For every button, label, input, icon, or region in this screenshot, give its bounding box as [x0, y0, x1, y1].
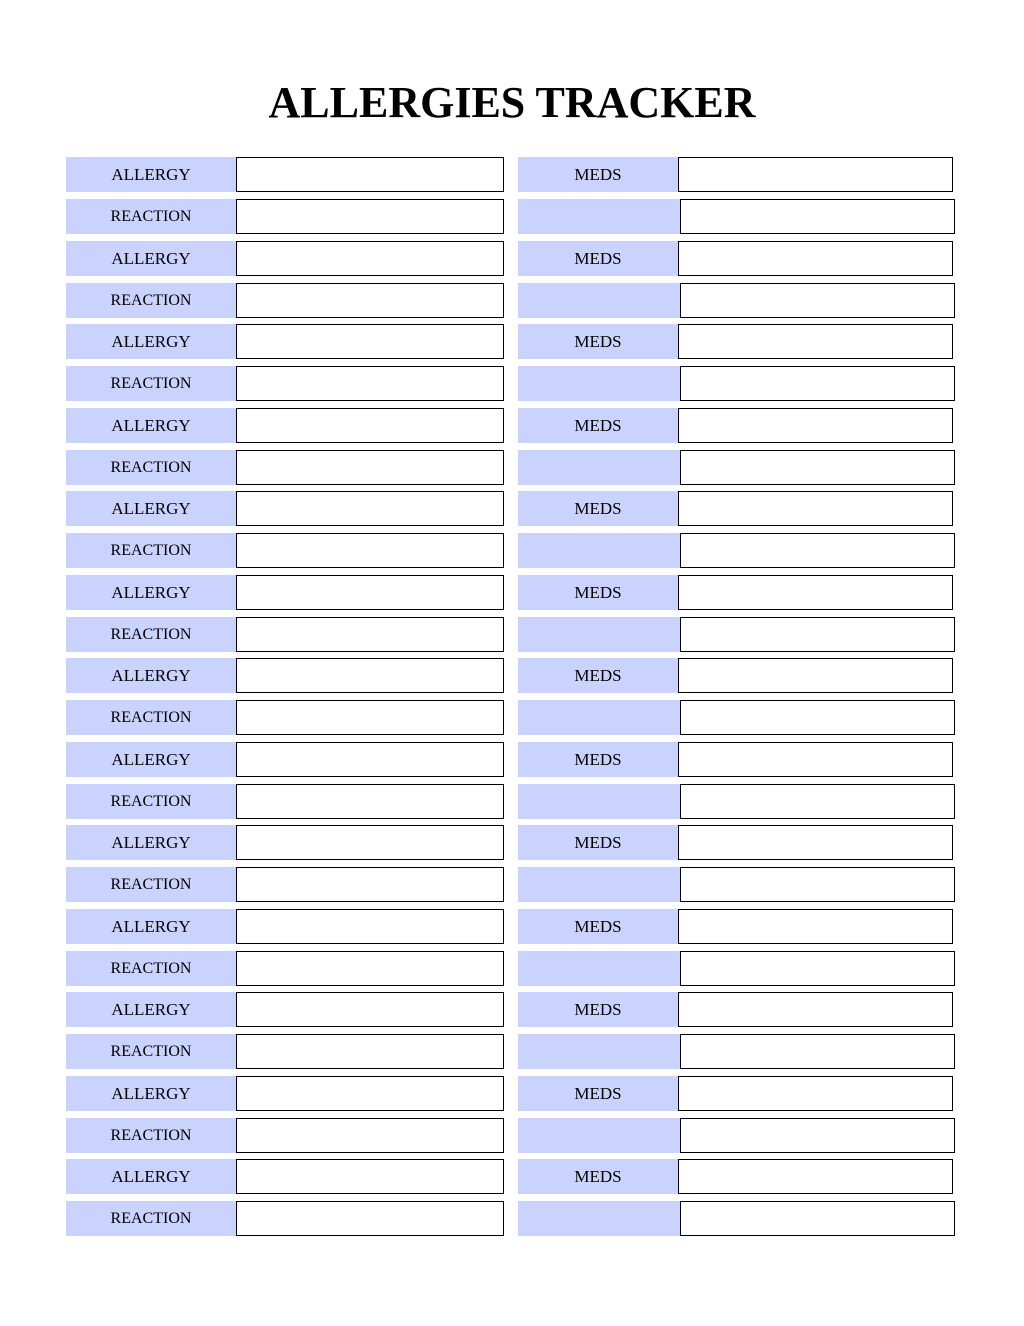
reaction-field[interactable] [236, 867, 504, 902]
allergy-label: ALLERGY [66, 992, 236, 1027]
allergy-field[interactable] [236, 408, 504, 443]
meds-label: MEDS [518, 157, 678, 192]
reaction-field[interactable] [236, 283, 504, 318]
allergy-label: ALLERGY [66, 1159, 236, 1194]
reaction-label: REACTION [66, 700, 236, 735]
meds-label: MEDS [518, 825, 678, 860]
allergy-field[interactable] [236, 575, 504, 610]
allergy-label: ALLERGY [66, 825, 236, 860]
reaction-label: REACTION [66, 283, 236, 318]
allergy-label: ALLERGY [66, 1076, 236, 1111]
reaction-label: REACTION [66, 1034, 236, 1069]
reaction-label: REACTION [66, 199, 236, 234]
meds-label: MEDS [518, 742, 678, 777]
meds-field[interactable] [678, 909, 953, 944]
meds-note-field[interactable] [680, 450, 955, 485]
page-title: ALLERGIES TRACKER [268, 78, 756, 127]
reaction-label: REACTION [66, 366, 236, 401]
reaction-label: REACTION [66, 1118, 236, 1153]
meds-label: MEDS [518, 909, 678, 944]
meds-note-label [518, 366, 680, 401]
reaction-field[interactable] [236, 199, 504, 234]
meds-note-label [518, 1118, 680, 1153]
meds-label: MEDS [518, 241, 678, 276]
meds-label: MEDS [518, 658, 678, 693]
meds-note-field[interactable] [680, 1201, 955, 1236]
meds-note-label [518, 533, 680, 568]
meds-label: MEDS [518, 992, 678, 1027]
meds-note-field[interactable] [680, 1118, 955, 1153]
allergy-label: ALLERGY [66, 575, 236, 610]
reaction-field[interactable] [236, 617, 504, 652]
meds-note-field[interactable] [680, 867, 955, 902]
reaction-label: REACTION [66, 450, 236, 485]
meds-note-field[interactable] [680, 1034, 955, 1069]
allergy-field[interactable] [236, 825, 504, 860]
meds-note-label [518, 951, 680, 986]
allergy-field[interactable] [236, 324, 504, 359]
meds-note-field[interactable] [680, 283, 955, 318]
meds-note-field[interactable] [680, 951, 955, 986]
meds-note-field[interactable] [680, 366, 955, 401]
meds-field[interactable] [678, 408, 953, 443]
reaction-label: REACTION [66, 784, 236, 819]
reaction-field[interactable] [236, 1118, 504, 1153]
meds-field[interactable] [678, 241, 953, 276]
reaction-label: REACTION [66, 617, 236, 652]
meds-label: MEDS [518, 491, 678, 526]
allergy-field[interactable] [236, 992, 504, 1027]
reaction-field[interactable] [236, 784, 504, 819]
reaction-field[interactable] [236, 450, 504, 485]
allergy-label: ALLERGY [66, 324, 236, 359]
meds-note-field[interactable] [680, 617, 955, 652]
meds-note-label [518, 199, 680, 234]
meds-note-label [518, 283, 680, 318]
meds-field[interactable] [678, 992, 953, 1027]
meds-field[interactable] [678, 157, 953, 192]
allergy-label: ALLERGY [66, 909, 236, 944]
meds-note-label [518, 1034, 680, 1069]
allergy-field[interactable] [236, 909, 504, 944]
meds-note-label [518, 784, 680, 819]
allergy-field[interactable] [236, 157, 504, 192]
allergy-field[interactable] [236, 658, 504, 693]
meds-label: MEDS [518, 1159, 678, 1194]
meds-note-field[interactable] [680, 533, 955, 568]
reaction-field[interactable] [236, 533, 504, 568]
allergy-field[interactable] [236, 742, 504, 777]
allergy-label: ALLERGY [66, 241, 236, 276]
reaction-field[interactable] [236, 1201, 504, 1236]
meds-note-label [518, 1201, 680, 1236]
reaction-label: REACTION [66, 1201, 236, 1236]
allergy-label: ALLERGY [66, 742, 236, 777]
allergy-field[interactable] [236, 241, 504, 276]
meds-field[interactable] [678, 1159, 953, 1194]
meds-note-label [518, 700, 680, 735]
meds-note-field[interactable] [680, 700, 955, 735]
meds-field[interactable] [678, 825, 953, 860]
allergy-field[interactable] [236, 1076, 504, 1111]
meds-label: MEDS [518, 1076, 678, 1111]
reaction-label: REACTION [66, 533, 236, 568]
meds-field[interactable] [678, 491, 953, 526]
meds-label: MEDS [518, 575, 678, 610]
reaction-field[interactable] [236, 366, 504, 401]
meds-note-field[interactable] [680, 199, 955, 234]
meds-note-label [518, 617, 680, 652]
meds-field[interactable] [678, 1076, 953, 1111]
reaction-field[interactable] [236, 951, 504, 986]
meds-label: MEDS [518, 408, 678, 443]
meds-field[interactable] [678, 324, 953, 359]
allergy-field[interactable] [236, 1159, 504, 1194]
meds-field[interactable] [678, 575, 953, 610]
meds-field[interactable] [678, 742, 953, 777]
meds-label: MEDS [518, 324, 678, 359]
reaction-field[interactable] [236, 1034, 504, 1069]
meds-field[interactable] [678, 658, 953, 693]
reaction-label: REACTION [66, 867, 236, 902]
allergy-label: ALLERGY [66, 658, 236, 693]
allergy-label: ALLERGY [66, 408, 236, 443]
allergy-label: ALLERGY [66, 157, 236, 192]
meds-note-field[interactable] [680, 784, 955, 819]
reaction-label: REACTION [66, 951, 236, 986]
meds-note-label [518, 450, 680, 485]
reaction-field[interactable] [236, 700, 504, 735]
allergy-field[interactable] [236, 491, 504, 526]
meds-note-label [518, 867, 680, 902]
allergy-label: ALLERGY [66, 491, 236, 526]
